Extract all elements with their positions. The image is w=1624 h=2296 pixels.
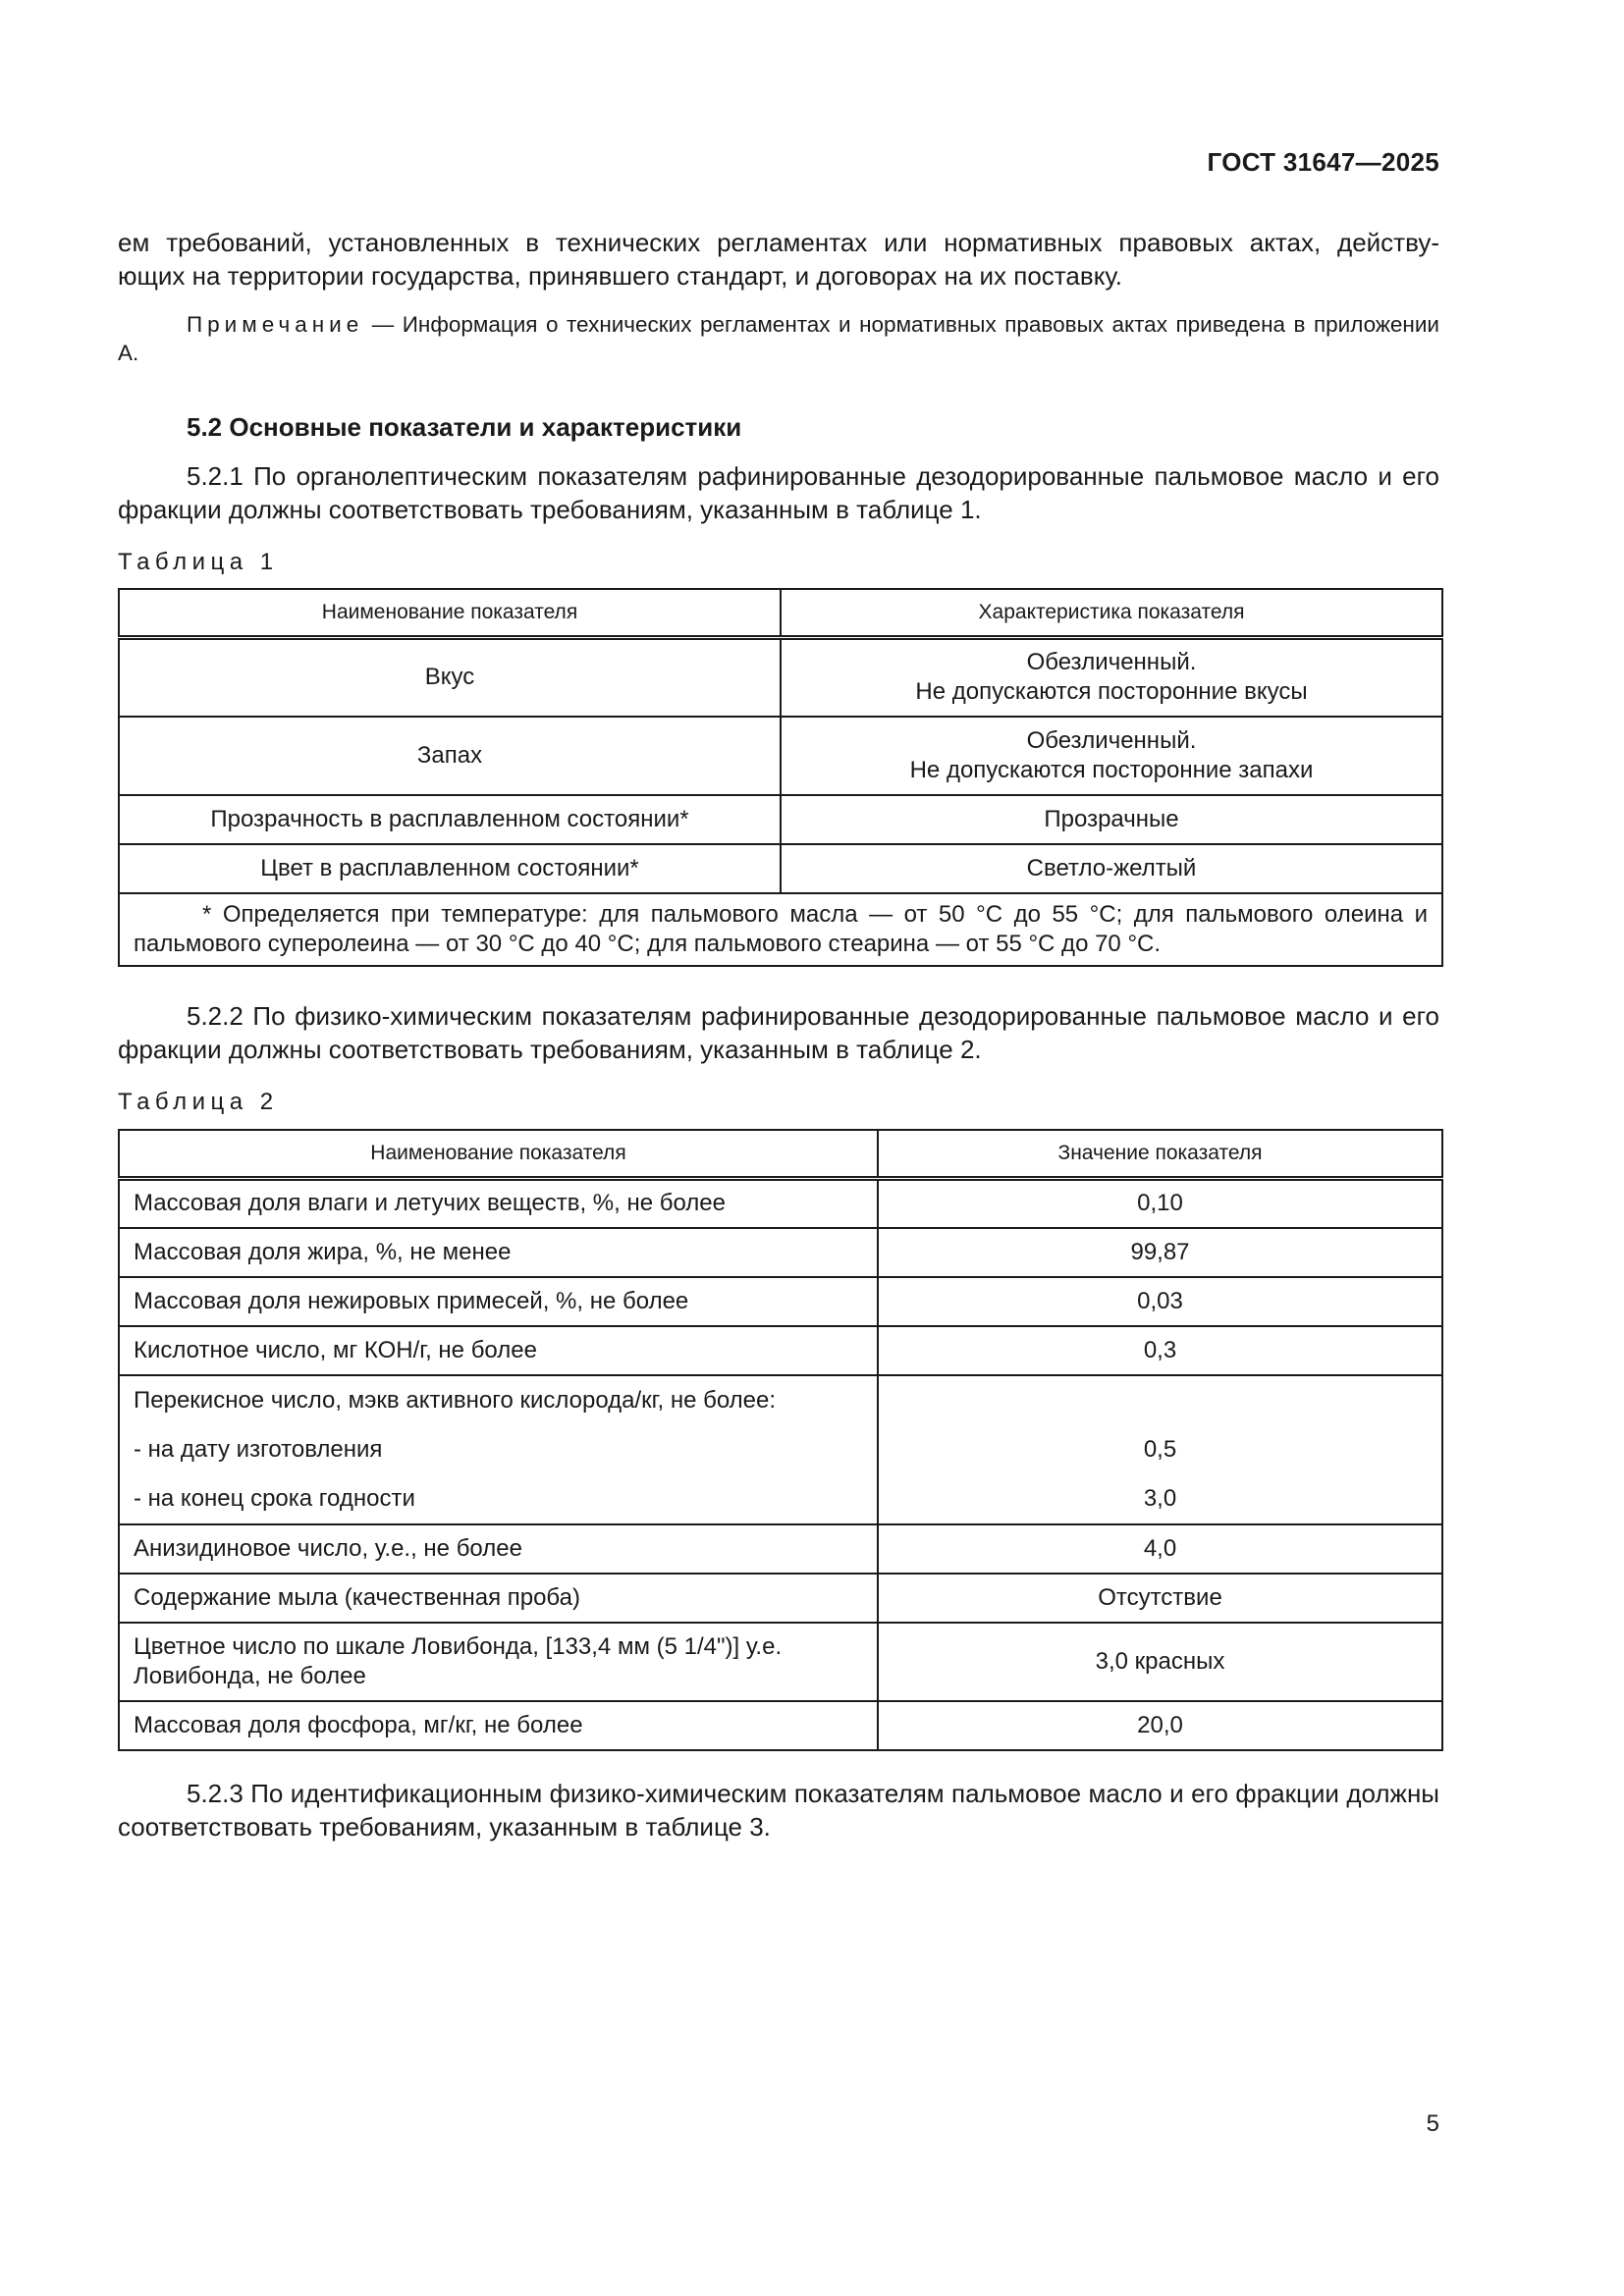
table2-header-name: Наименование показателя — [119, 1130, 878, 1179]
paragraph-5-2-1: 5.2.1 По органолептическим показателям рафинированные дезодорированные пальмовое масло и его фракции должны соответствовать требованиям, указанным в таблице 1. — [118, 461, 1439, 524]
section-heading: 5.2 Основные показатели и характеристики — [187, 412, 742, 442]
table2-group-value — [893, 1376, 1428, 1425]
note-label: Примечание — [187, 312, 364, 337]
intro-line-1: ем требований, установленных в технических регламентах или нормативных правовых актах, действу- — [118, 228, 1439, 257]
table2-sub-value: 0,5 — [1143, 1435, 1177, 1463]
table1-value-line: Обезличенный. — [1026, 726, 1197, 754]
table1-header-value: Характеристика показателя — [781, 589, 1442, 638]
document-code: ГОСТ 31647—2025 — [1207, 147, 1439, 177]
table2-cell-name: Кислотное число, мг КОН/г, не более — [119, 1326, 878, 1375]
table-row — [119, 1179, 1442, 1228]
table2-cell-name: Массовая доля нежировых примесей, %, не более — [119, 1277, 878, 1326]
table1-cell-value: Прозрачные — [781, 795, 1442, 844]
table1-cell-name: Цвет в расплавленном состоянии* — [119, 844, 781, 893]
table-row — [119, 1326, 1442, 1375]
table2-cell-value: 0,10 — [878, 1179, 1442, 1228]
table2-cell-name: Содержание мыла (качественная проба) — [119, 1574, 878, 1623]
table-row — [119, 1623, 1442, 1701]
table-row — [119, 795, 1442, 844]
table-2 — [118, 1129, 1443, 1751]
table2-cell-value: 4,0 — [878, 1524, 1442, 1574]
table1-cell-value: Светло-желтый — [781, 844, 1442, 893]
table2-sub-value: 3,0 — [1143, 1484, 1177, 1512]
note-text: Информация о технических регламентах и нормативных правовых актах приведена в приложении А. — [118, 312, 1439, 365]
note — [118, 310, 1439, 367]
table1-value-line: Обезличенный. — [1026, 649, 1197, 676]
table2-cell-name: Массовая доля жира, %, не менее — [119, 1228, 878, 1277]
table2-cell-name: Цветное число по шкале Ловибонда, [133,4 мм (5 1/4")] у.е. Ловибонда, не более — [119, 1623, 878, 1701]
table-row — [119, 1277, 1442, 1326]
table2-cell-value: 0,03 — [878, 1277, 1442, 1326]
table2-cell-value: Отсутствие — [878, 1574, 1442, 1623]
table2-header-value: Значение показателя — [878, 1130, 1442, 1179]
table2-cell-name: Массовая доля фосфора, мг/кг, не более — [119, 1701, 878, 1750]
table-row — [119, 844, 1442, 893]
table1-footnote: * Определяется при температуре: для пальмового масла — от 50 °С до 55 °С; для пальмового олеина и пальмового суперолеина — от 30 °С до 40 °С; для пальмового стеарина — от 55 °С до 70 °С. — [119, 893, 1442, 966]
table-row — [119, 1375, 1442, 1524]
table-row — [119, 1574, 1442, 1623]
table1-footnote-row — [119, 893, 1442, 966]
table2-group-title: Перекисное число, мэкв активного кислорода/кг, не более: — [134, 1386, 777, 1414]
table2-sub-name: - на конец срока годности — [134, 1484, 415, 1512]
table1-cell-name: Запах — [119, 717, 781, 795]
table-row — [119, 1524, 1442, 1574]
table2-sub-name: - на дату изготовления — [134, 1435, 383, 1463]
table2-header-row — [119, 1130, 1442, 1179]
intro-line-2: ющих на территории государства, принявшего стандарт, и договорах на их поставку. — [118, 261, 1122, 291]
table2-cell-value: 20,0 — [878, 1701, 1442, 1750]
table1-header-name: Наименование показателя — [119, 589, 781, 638]
table-row — [119, 638, 1442, 717]
paragraph-5-2-2: 5.2.2 По физико-химическим показателям рафинированные дезодорированные пальмовое масло и его фракции должны соответствовать требованиям, указанным в таблице 2. — [118, 1001, 1439, 1064]
table1-value-line: Не допускаются посторонние запахи — [909, 756, 1314, 783]
table1-cell-name: Вкус — [119, 638, 781, 717]
table1-cell-value — [781, 638, 1442, 717]
table2-cell-name: Массовая доля влаги и летучих веществ, %, не более — [119, 1179, 878, 1228]
page-number: 5 — [1426, 2110, 1439, 2137]
table-row — [119, 1701, 1442, 1750]
table1-label: Таблица 1 — [118, 549, 279, 575]
table2-cell-name — [119, 1375, 878, 1524]
paragraph-5-2-3: 5.2.3 По идентификационным физико-химическим показателям пальмовое масло и его фракции должны соответствовать требованиям, указанным в таблице 3. — [118, 1779, 1439, 1842]
table2-label: Таблица 2 — [118, 1089, 279, 1115]
table-row — [119, 717, 1442, 795]
table1-cell-value — [781, 717, 1442, 795]
document-page — [118, 0, 1439, 2296]
table2-cell-value: 3,0 красных — [878, 1623, 1442, 1701]
table-row — [119, 1228, 1442, 1277]
table2-cell-value: 0,3 — [878, 1326, 1442, 1375]
table2-cell-value — [878, 1375, 1442, 1524]
table1-value-line: Не допускаются посторонние вкусы — [915, 678, 1308, 706]
note-dash: — — [363, 312, 403, 337]
table1-cell-name: Прозрачность в расплавленном состоянии* — [119, 795, 781, 844]
table2-cell-value: 99,87 — [878, 1228, 1442, 1277]
table2-cell-name: Анизидиновое число, у.е., не более — [119, 1524, 878, 1574]
table-1 — [118, 588, 1443, 967]
table1-header-row — [119, 589, 1442, 638]
